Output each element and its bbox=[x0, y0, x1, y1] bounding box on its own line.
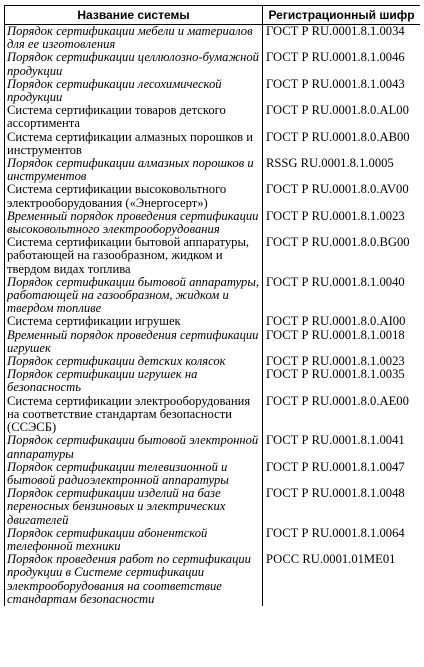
table-row bbox=[5, 395, 421, 435]
table-header-row bbox=[5, 6, 421, 25]
registration-code-cell: ГОСТ Р RU.0001.8.0.AV00 bbox=[263, 183, 421, 209]
system-name-cell: Порядок сертификации игрушек на безопасность bbox=[5, 368, 263, 394]
table-row bbox=[5, 157, 421, 183]
system-name-cell: Порядок сертификации целлюлозно-бумажной продукции bbox=[5, 51, 263, 77]
registration-code-cell: ГОСТ Р RU.0001.8.1.0046 bbox=[263, 51, 421, 77]
table-row bbox=[5, 461, 421, 487]
system-name-cell: Система сертификации бытовой аппаратуры, работающей на газообразном, жидком и твердом видах топлива bbox=[5, 236, 263, 276]
registration-code-cell: ГОСТ Р RU.0001.8.0.AL00 bbox=[263, 104, 421, 130]
table-row bbox=[5, 329, 421, 355]
registration-code-cell: ГОСТ Р RU.0001.8.1.0047 bbox=[263, 461, 421, 487]
table-row bbox=[5, 487, 421, 527]
column-header-name: Название системы bbox=[5, 6, 263, 25]
table-row bbox=[5, 131, 421, 157]
registration-code-cell: РОСС RU.0001.01МЕ01 bbox=[263, 553, 421, 606]
table-row bbox=[5, 315, 421, 328]
system-name-cell: Порядок сертификации лесохимической продукции bbox=[5, 78, 263, 104]
table-row bbox=[5, 210, 421, 236]
system-name-cell: Система сертификации высоковольтного электрооборудования («Энергосерт») bbox=[5, 183, 263, 209]
system-name-cell: Порядок сертификации изделий на базе переносных бензиновых и электрических двигателей bbox=[5, 487, 263, 527]
registration-code-cell: RSSG RU.0001.8.1.0005 bbox=[263, 157, 421, 183]
column-header-code: Регистрационный шифр bbox=[263, 6, 421, 25]
table-row bbox=[5, 51, 421, 77]
registration-code-cell: ГОСТ Р RU.0001.8.0.AB00 bbox=[263, 131, 421, 157]
system-name-cell: Система сертификации электрооборудования на соответствие стандартам безопасности (ССЭСБ) bbox=[5, 395, 263, 435]
system-name-cell: Порядок сертификации бытовой аппаратуры, работающей на газообразном, жидком и твердом топливе bbox=[5, 276, 263, 316]
registration-code-cell: ГОСТ Р RU.0001.8.1.0043 bbox=[263, 78, 421, 104]
system-name-cell: Порядок сертификации мебели и материалов для ее изготовления bbox=[5, 25, 263, 52]
table-row bbox=[5, 183, 421, 209]
table-row bbox=[5, 25, 421, 52]
table-row bbox=[5, 276, 421, 316]
certification-systems-table bbox=[4, 5, 420, 606]
registration-code-cell: ГОСТ Р RU.0001.8.1.0018 bbox=[263, 329, 421, 355]
registration-code-cell: ГОСТ Р RU.0001.8.1.0064 bbox=[263, 527, 421, 553]
registration-code-cell: ГОСТ Р RU.0001.8.1.0023 bbox=[263, 355, 421, 368]
table-row bbox=[5, 434, 421, 460]
system-name-cell: Порядок проведения работ по сертификации продукции в Системе сертификации электрооборудования на соответствие стандартам безопасности bbox=[5, 553, 263, 606]
system-name-cell: Порядок сертификации бытовой электронной аппаратуры bbox=[5, 434, 263, 460]
system-name-cell: Порядок сертификации абонентской телефонной техники bbox=[5, 527, 263, 553]
registration-code-cell: ГОСТ Р RU.0001.8.1.0040 bbox=[263, 276, 421, 316]
system-name-cell: Система сертификации алмазных порошков и инструментов bbox=[5, 131, 263, 157]
table-row bbox=[5, 355, 421, 368]
table-row bbox=[5, 104, 421, 130]
system-name-cell: Временный порядок проведения сертификации высоковольтного электрооборудования bbox=[5, 210, 263, 236]
registration-code-cell: ГОСТ Р RU.0001.8.0.AI00 bbox=[263, 315, 421, 328]
registration-code-cell: ГОСТ Р RU.0001.8.1.0023 bbox=[263, 210, 421, 236]
registration-code-cell: ГОСТ Р RU.0001.8.0.AE00 bbox=[263, 395, 421, 435]
registration-code-cell: ГОСТ Р RU.0001.8.1.0048 bbox=[263, 487, 421, 527]
registration-code-cell: ГОСТ Р RU.0001.8.0.BG00 bbox=[263, 236, 421, 276]
table-row bbox=[5, 368, 421, 394]
registration-code-cell: ГОСТ Р RU.0001.8.1.0041 bbox=[263, 434, 421, 460]
table-row bbox=[5, 78, 421, 104]
registration-code-cell: ГОСТ Р RU.0001.8.1.0034 bbox=[263, 25, 421, 52]
table-row bbox=[5, 236, 421, 276]
table-row bbox=[5, 553, 421, 606]
registration-code-cell: ГОСТ Р RU.0001.8.1.0035 bbox=[263, 368, 421, 394]
system-name-cell: Временный порядок проведения сертификации игрушек bbox=[5, 329, 263, 355]
system-name-cell: Система сертификации игрушек bbox=[5, 315, 263, 328]
document-page bbox=[4, 5, 420, 667]
table-row bbox=[5, 527, 421, 553]
system-name-cell: Порядок сертификации детских колясок bbox=[5, 355, 263, 368]
system-name-cell: Система сертификации товаров детского ассортимента bbox=[5, 104, 263, 130]
table-body bbox=[5, 25, 421, 606]
system-name-cell: Порядок сертификации телевизионной и бытовой радиоэлектронной аппаратуры bbox=[5, 461, 263, 487]
system-name-cell: Порядок сертификации алмазных порошков и инструментов bbox=[5, 157, 263, 183]
